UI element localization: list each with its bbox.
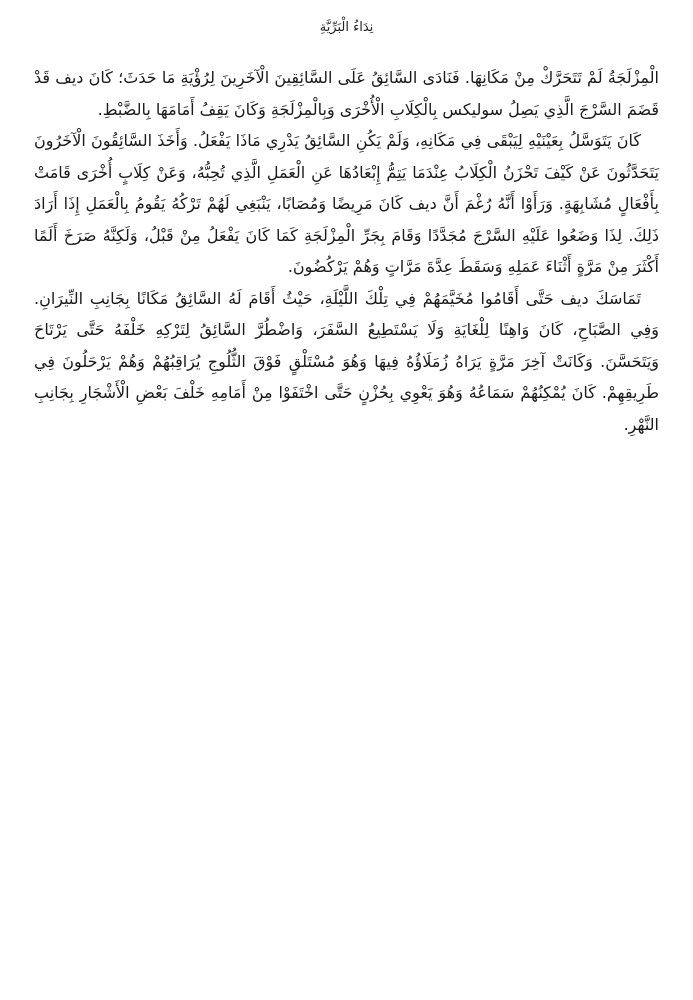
paragraph-1: الْمِزْلَجَةُ لَمْ تَتَحَرَّكْ مِنْ مَكَانِهَا. فَنَادَى السَّائِقُ عَلَى السَّائِقِينَ الْآخَرِينَ لِرُؤْيَةِ مَا حَدَثَ؛ كَانَ ديف قَدْ قَضَمَ السَّرْجَ الَّذِي يَصِلُ سوليكس بِالْكِلَابِ الْأُخْرَى وَبِالْمِزْلَجَةِ وَكَانَ يَقِفُ أَمَامَهَا بِالضَّبْطِ. [34,68,659,119]
paragraph-2: كَانَ يَتَوَسَّلُ بِعَيْنَيْهِ لِيَبْقَى فِي مَكَانِهِ، وَلَمْ يَكُنِ السَّائِقُ يَدْرِي مَاذَا يَفْعَلُ. وَأَخَذَ السَّائِقُونَ الْآخَرُونَ يَتَحَدَّثُونَ عَنْ كَيْفَ تَحْزَنُ الْكِلَابُ عِنْدَمَا يَتِمُّ إِبْعَادُهَا عَنِ الْعَمَلِ الَّذِي تُحِبُّهُ، وَعَنْ كِلَابٍ أُخْرَى قَامَتْ بِأَفْعَالٍ مُشَابِهَةٍ. وَرَأَوْا أَنَّهُ رُغْمَ أَنَّ ديف كَانَ مَرِيضًا وَمُصَابًا، يَنْبَغِي لَهُمْ تَرْكُهُ يَقُومُ بِالْعَمَلِ إِذَا أَرَادَ ذَلِكَ. لِذَا وَضَعُوا عَلَيْهِ السَّرْجَ مُجَدَّدًا وَقَامَ بِجَرِّ الْمِزْلَجَةِ كَمَا كَانَ يَفْعَلُ مِنْ قَبْلُ، وَلَكِنَّهُ صَرَخَ أَلَمًا أَكْثَرَ مِنْ مَرَّةٍ أَثْنَاءَ عَمَلِهِ وَسَقَطَ عِدَّةَ مَرَّاتٍ وَهُمْ يَرْكُضُونَ. [34,131,659,276]
running-header: نِدَاءُ الْبَرِّيَّةِ [319,20,374,35]
story-text [34,62,659,440]
paragraph-3: تَمَاسَكَ ديف حَتَّى أَقَامُوا مُخَيَّمَهُمْ فِي تِلْكَ اللَّيْلَةِ، حَيْثُ أَقَامَ لَهُ السَّائِقُ مَكَانًا بِجَانِبِ النِّيرَانِ. وَفِي الصَّبَاحِ، كَانَ وَاهِنًا لِلْغَايَةِ وَلَا يَسْتَطِيعُ السَّفَرَ، وَاضْطُرَّ السَّائِقُ لِتَرْكِهِ خَلْفَهُ حَتَّى يَرْتَاحَ وَيَتَحَسَّنَ. وَكَانَتْ آخِرَ مَرَّةٍ يَرَاهُ زُمَلَاؤُهُ فِيهَا وَهُوَ مُسْتَلْقٍ فَوْقَ الثُّلُوجِ يُرَاقِبُهُمْ وَهُمْ يَرْحَلُونَ فِي طَرِيقِهِمْ. كَانَ يُمْكِنُهُمْ سَمَاعُهُ وَهُوَ يَعْوِي بِحُزْنٍ حَتَّى اخْتَفَوْا مِنْ أَمَامِهِ خَلْفَ بَعْضِ الْأَشْجَارِ بِجَانِبِ النَّهْرِ. [34,288,659,434]
